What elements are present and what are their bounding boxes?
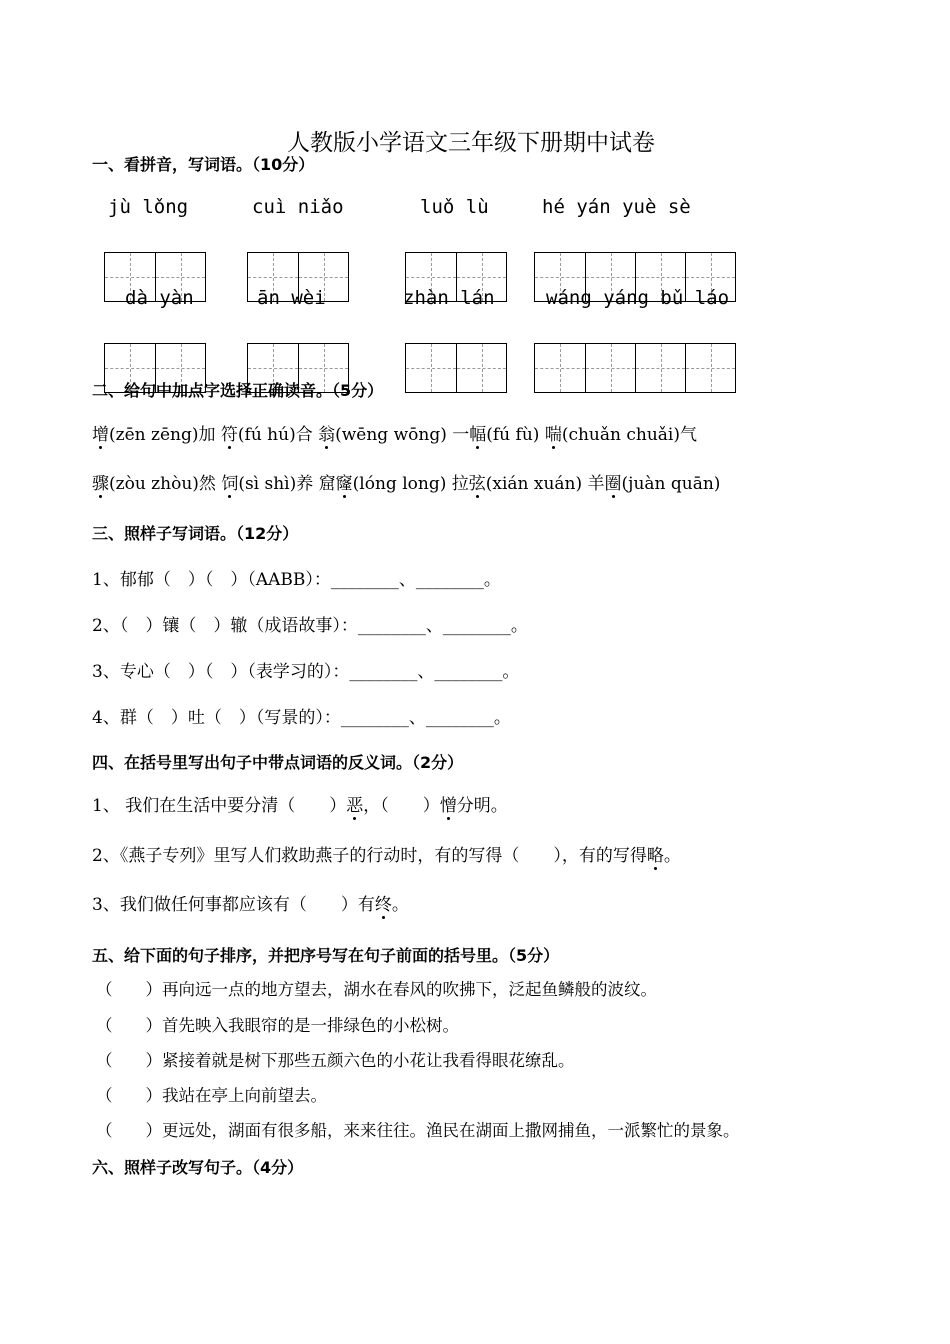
antonym-item-2 [92,841,681,866]
section4-heading: 四、在括号里写出句子中带点词语的反义词。（2分） [92,753,464,772]
reading-options: (zēn zēng)加 [109,425,221,445]
section3-heading: 三、照样子写词语。（12分） [92,524,299,543]
order-item-1: （ ）再向远一点的地方望去，湖水在春风的吹拂下，泛起鱼鳞般的波纹。 [96,980,657,999]
writing-grid-7[interactable] [405,343,507,393]
order-item-3: （ ）紧接着就是树下那些五颜六色的小花让我看得眼花缭乱。 [96,1051,575,1070]
order-item-2: （ ）首先映入我眼帘的是一排绿色的小松树。 [96,1016,459,1035]
antonym-item-3 [92,890,409,915]
pinyin-3: luǒ lù [420,196,489,218]
dotted-char: 幅 [469,420,486,445]
antonym-text: 。 [391,895,409,915]
antonym-text: 。 [663,846,681,866]
word-item-2: 2、（ ）镶（ ）辙（成语故事）：________、________。 [92,616,528,636]
reading-options: (sì shì)养 窟 [238,474,336,494]
dotted-char: 圈 [605,469,622,494]
antonym-text: 2、《燕子专列》里写人们救助燕子的行动时，有的写得（ ），有的写得 [92,846,647,866]
dotted-char: 增 [92,420,109,445]
page-title: 人教版小学语文三年级下册期中试卷 [287,130,655,156]
reading-options: (wēng wōng) 一 [335,425,470,445]
pinyin-7: zhàn lán [403,287,495,309]
writing-grid-8[interactable] [534,343,736,393]
word-item-1: 1、郁郁（ ）（ ）（AABB）：________、________。 [92,570,501,590]
antonym-item-1 [92,791,508,816]
section2-heading: 二、给句中加点字选择正确读音。（5分） [92,381,384,400]
antonym-text: 3、我们做任何事都应该有（ ）有 [92,895,375,915]
pinyin-6: ān wèi [257,287,326,309]
dotted-char: 恶 [346,791,363,816]
order-item-5: （ ）更远处，湖面有很多船，来来往往。渔民在湖面上撒网捕鱼，一派繁忙的景象。 [96,1121,740,1140]
dotted-char: 喘 [545,420,562,445]
pinyin-5: dà yàn [125,287,194,309]
reading-options: (juàn quān) [621,474,721,494]
word-item-4: 4、群（ ）吐（ ）（写景的）：________、________。 [92,708,511,728]
antonym-text: ，（ ） [363,796,440,816]
pinyin-8: wáng yáng bǔ láo [546,287,730,309]
dotted-char: 饲 [221,469,238,494]
section1-heading: 一、看拼音，写词语。（10分） [92,155,315,174]
word-item-3: 3、专心（ ）（ ）（表学习的）：________、________。 [92,662,520,682]
reading-options: (zòu zhòu)然 [109,474,222,494]
pinyin-1: jù lǒng [108,196,189,218]
section6-heading: 六、照样子改写句子。（4分） [92,1158,304,1177]
dotted-char: 憎 [440,791,457,816]
reading-options: (fú fù) [486,425,545,445]
dotted-char: 符 [221,420,238,445]
dotted-char: 骤 [92,469,109,494]
reading-options: (fú hú)合 [237,425,319,445]
dotted-char: 弦 [469,469,486,494]
order-item-4: （ ）我站在亭上向前望去。 [96,1086,327,1105]
pinyin-2: cuì niǎo [252,196,344,218]
antonym-text: 1、 我们在生活中要分清（ ） [92,796,347,816]
dotted-char: 略 [647,841,664,866]
reading-options: (chuǎn chuǎi)气 [561,425,697,445]
dotted-char: 翁 [318,420,335,445]
dotted-char: 窿 [336,469,353,494]
antonym-text: 分明。 [456,796,508,816]
reading-line-1 [92,420,697,445]
dotted-char: 终 [375,890,392,915]
section5-heading: 五、给下面的句子排序，并把序号写在句子前面的括号里。（5分） [92,946,560,965]
reading-line-2 [92,469,720,494]
reading-options: (xián xuán) 羊 [485,474,605,494]
pinyin-4: hé yán yuè sè [542,196,691,218]
reading-options: (lóng long) 拉 [352,474,469,494]
